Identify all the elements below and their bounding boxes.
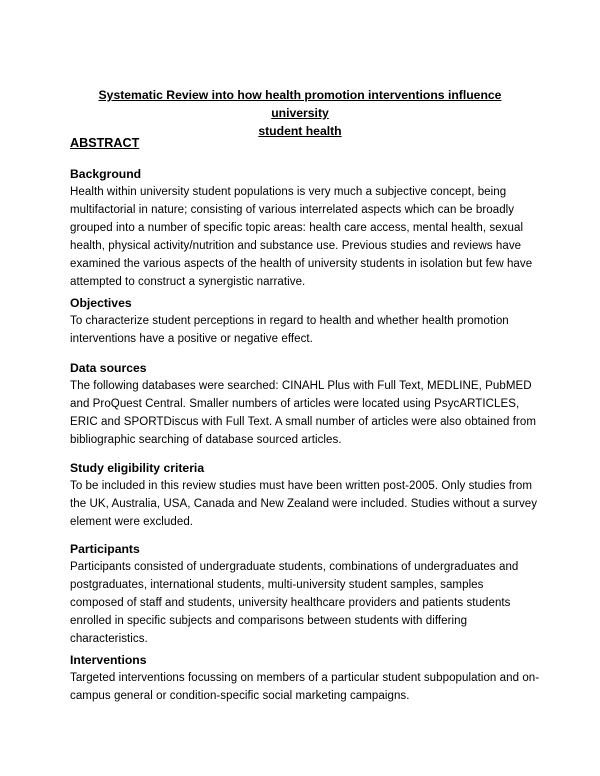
section-body: To be included in this review studies must have been written post-2005. Only studies from the UK, Australia, USA, Canada and New Zealand were included. Studies without a survey element were excluded. (70, 480, 538, 528)
section-background (70, 165, 540, 291)
section-body: The following databases were searched: CINAHL Plus with Full Text, MEDLINE, PubMED and ProQuest Central. Smaller numbers of articles were located using PsycARTICLES, ERIC and SPORTDiscus with Full Text. A small number of articles were also obtained from bibliographic searching of database sourced articles. (70, 380, 536, 446)
section-heading: Interventions (70, 653, 147, 667)
section-data-sources (70, 359, 540, 449)
section-eligibility-criteria (70, 459, 540, 531)
section-interventions (70, 651, 540, 705)
section-body: Participants consisted of undergraduate students, combinations of undergraduates and postgraduates, international students, multi-university student samples, samples composed of staff and students, university healthcare providers and patients students enrolled in specific subjects and comparisons between students with differing characteristics. (70, 561, 519, 645)
document-title-line-1: Systematic Review into how health promotion interventions influence university (98, 88, 502, 120)
section-heading: Study eligibility criteria (70, 461, 205, 475)
section-objectives (70, 294, 540, 348)
document-title-line-2: student health (258, 124, 342, 138)
section-body: Health within university student populations is very much a subjective concept, being multifactorial in nature; consisting of various interrelated aspects which can be broadly grouped into a number of specific topic areas: health care access, mental health, sexual health, physical activity/nutrition and substance use. Previous studies and reviews have examined the various aspects of the health of university students in isolation but few have attempted to construct a synergistic narrative. (70, 186, 533, 288)
section-participants (70, 540, 540, 648)
section-heading: Objectives (70, 296, 132, 310)
section-heading: Participants (70, 542, 140, 556)
section-heading: Background (70, 167, 142, 181)
document-title (70, 86, 530, 140)
section-body: To characterize student perceptions in regard to health and whether health promotion interventions have a positive or negative effect. (70, 315, 509, 345)
abstract-heading: ABSTRACT (70, 136, 140, 150)
section-heading: Data sources (70, 361, 147, 375)
section-body: Targeted interventions focussing on members of a particular student subpopulation and on-campus general or condition-specific social marketing campaigns. (70, 672, 540, 702)
